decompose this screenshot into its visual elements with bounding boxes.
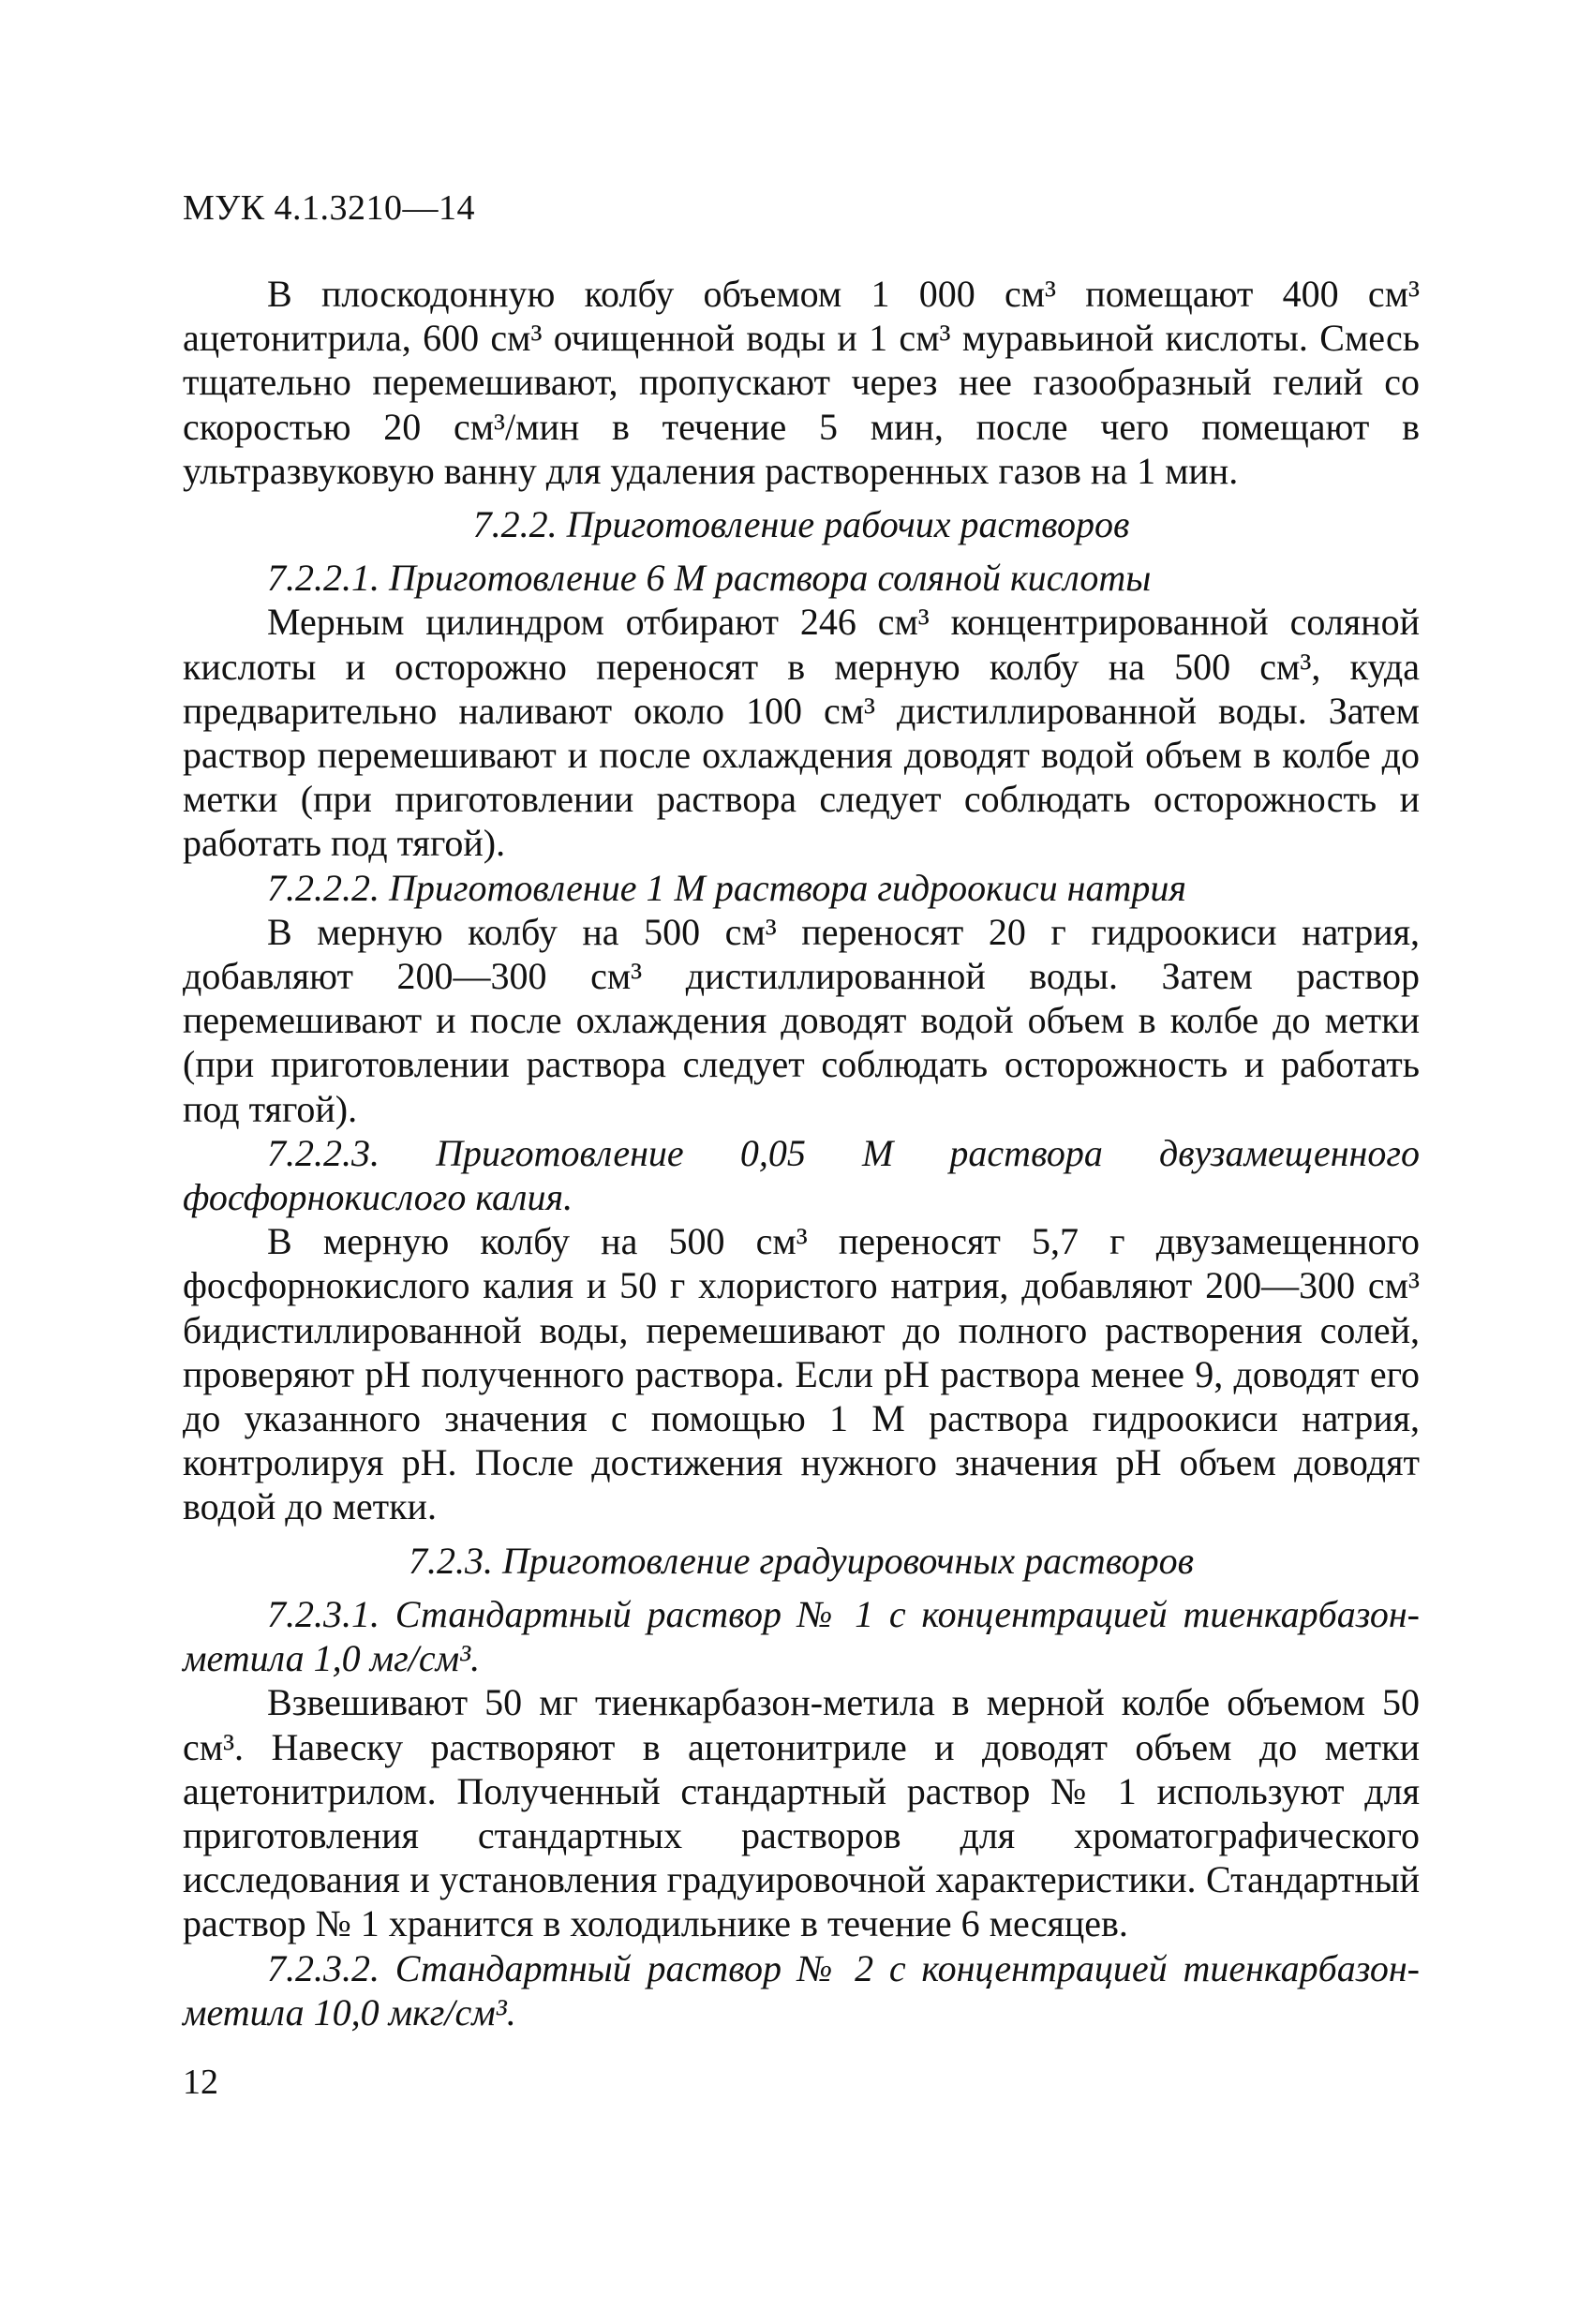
section-heading-7-2-3: 7.2.3. Приготовление градуировочных растворов	[408, 1539, 1194, 1582]
paragraph-phosphate-solution: В мерную колбу на 500 см³ переносят 5,7 г двузамещенного фосфорнокислого калия и 50 г хлористого натрия, добавляют 200—300 см³ бидистиллированной воды, перемешивают до полного растворения солей, проверяют рН полученного раствора. Если рН раствора менее 9, доводят его до указанного значения с помощью 1 М раствора гидроокиси натрия, контролируя рН. После достижения нужного значения рН объем доводят водой до метки.	[183, 1220, 1420, 1528]
subsection-heading-7-2-3-1: 7.2.3.1. Стандартный раствор № 1 с концентрацией тиенкарбазон-метила 1,0 мг/см³.	[183, 1592, 1420, 1680]
subsection-heading-7-2-2-3: 7.2.2.3. Приготовление 0,05 М раствора двузамещенного фосфорнокислого калия.	[183, 1131, 1420, 1219]
paragraph-standard-solution-1: Взвешивают 50 мг тиенкарбазон-метила в мерной колбе объемом 50 см³. Навеску растворяют в ацетонитриле и доводят объем до метки ацетонитрилом. Полученный стандартный раствор № 1 используют для приготовления стандартных растворов для хроматографического исследования и установления градуировочной характеристики. Стандартный раствор № 1 хранится в холодильнике в течение 6 месяцев.	[183, 1681, 1420, 1945]
page-body	[183, 272, 1420, 2034]
page-number: 12	[183, 2063, 218, 2102]
subsection-heading-7-2-2-1: 7.2.2.1. Приготовление 6 М раствора соляной кислоты	[267, 557, 1152, 600]
paragraph-mobile-phase: В плоскодонную колбу объемом 1 000 см³ помещают 400 см³ ацетонитрила, 600 см³ очищенной воды и 1 см³ муравьиной кислоты. Смесь тщательно перемешивают, пропускают через нее газообразный гелий со скоростью 20 см³/мин в течение 5 мин, после чего помещают в ультразвуковую ванну для удаления растворенных газов на 1 мин.	[183, 273, 1420, 492]
paragraph-hcl-solution: Мерным цилиндром отбирают 246 см³ концентрированной соляной кислоты и осторожно переносят в мерную колбу на 500 см³, куда предварительно наливают около 100 см³ дистиллированной воды. Затем раствор перемешивают и после охлаждения доводят водой объем в колбе до метки (при приготовлении раствора следует соблюдать осторожность и работать под тягой).	[183, 601, 1420, 865]
subsection-heading-7-2-2-2: 7.2.2.2. Приготовление 1 М раствора гидроокиси натрия	[267, 866, 1186, 909]
document-id-header: МУК 4.1.3210—14	[183, 188, 476, 228]
subsection-heading-7-2-3-2: 7.2.3.2. Стандартный раствор № 2 с концентрацией тиенкарбазон-метила 10,0 мкг/см³.	[183, 1946, 1420, 2034]
section-heading-7-2-2: 7.2.2. Приготовление рабочих растворов	[472, 503, 1130, 546]
paragraph-naoh-solution: В мерную колбу на 500 см³ переносят 20 г гидроокиси натрия, добавляют 200—300 см³ дистиллированной воды. Затем раствор перемешивают и после охлаждения доводят водой объем в колбе до метки (при приготовлении раствора следует соблюдать осторожность и работать под тягой).	[183, 910, 1420, 1130]
